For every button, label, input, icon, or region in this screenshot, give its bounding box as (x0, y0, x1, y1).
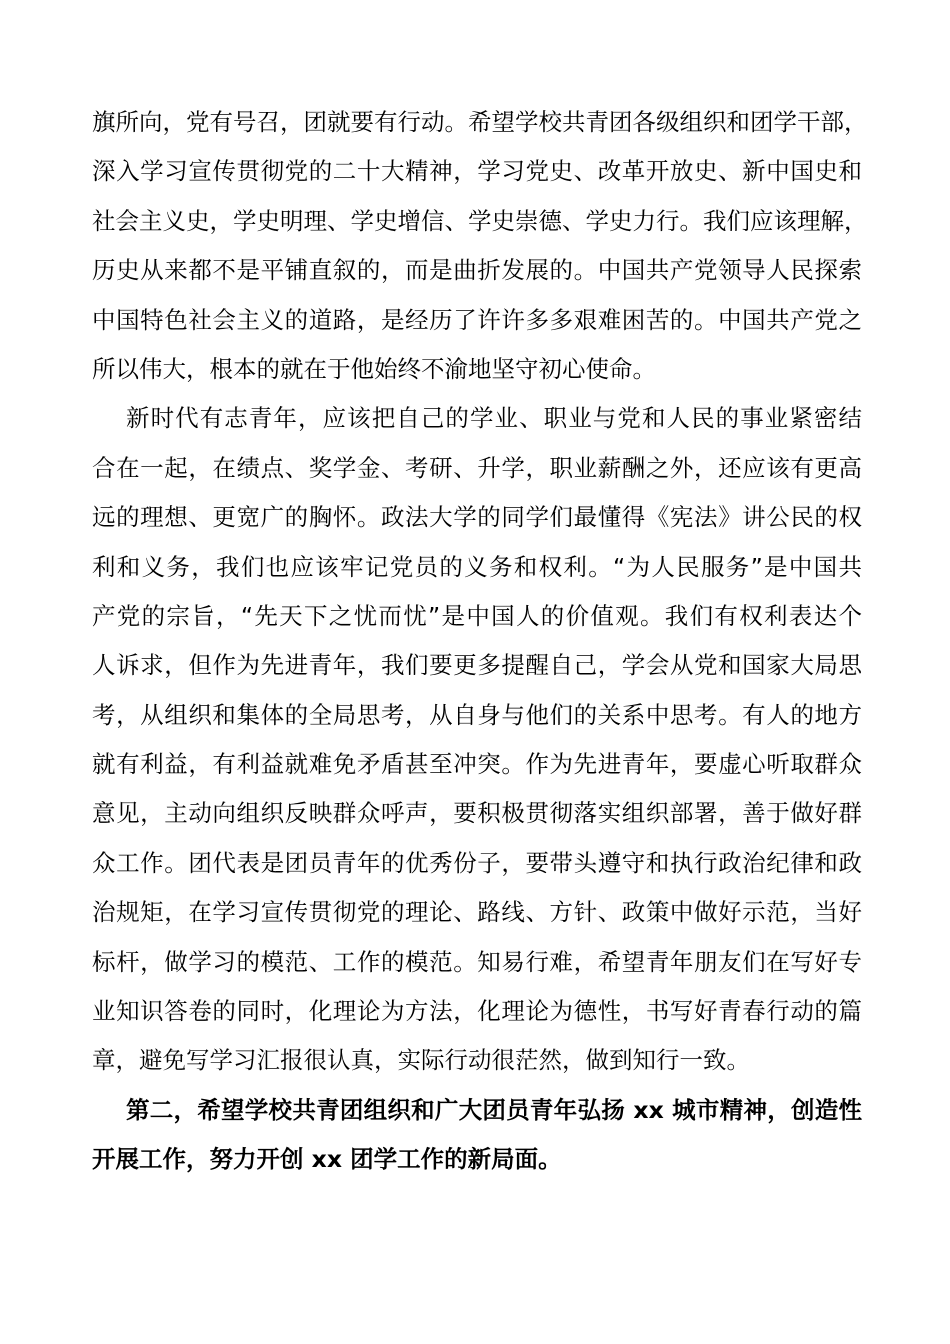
text-line: 章，避免写学习汇报很认真，实际行动很茫然，做到知行一致。 (92, 1046, 750, 1075)
text-line: 远的理想、更宽广的胸怀。政法大学的同学们最懂得《宪法》讲公民的权 (92, 503, 862, 532)
document-body (92, 98, 868, 1185)
text-line: 深入学习宣传贯彻党的二十大精神，学习党史、改革开放史、新中国史和 (92, 157, 862, 186)
text-line: 中国特色社会主义的道路，是经历了许许多多艰难困苦的。中国共产党之 (92, 305, 862, 334)
paragraph-1 (92, 98, 868, 394)
paragraph-3-heading (92, 1086, 862, 1185)
text-line: 开展工作，努力开创 xx 团学工作的新局面。 (92, 1145, 562, 1174)
text-line: 新时代有志青年，应该把自己的学业、职业与党和人民的事业紧密结 (126, 404, 862, 433)
text-line: 治规矩，在学习宣传贯彻党的理论、路线、方针、政策中做好示范，当好 (92, 898, 862, 927)
text-line: 业知识答卷的同时，化理论为方法，化理论为德性，书写好青春行动的篇 (92, 997, 862, 1026)
paragraph-2 (92, 394, 862, 1085)
text-line: 旗所向，党有号召，团就要有行动。希望学校共青团各级组织和团学干部， (92, 108, 868, 136)
text-line: 第二，希望学校共青团组织和广大团员青年弘扬 xx 城市精神，创造性 (126, 1095, 862, 1124)
text-line: 利和义务，我们也应该牢记党员的义务和权利。“为人民服务”是中国共 (92, 552, 862, 581)
text-line: 众工作。团代表是团员青年的优秀份子，要带头遵守和执行政治纪律和政 (92, 848, 862, 877)
text-line: 社会主义史，学史明理、学史增信、学史崇德、学史力行。我们应该理解， (92, 206, 868, 235)
text-line: 历史从来都不是平铺直叙的，而是曲折发展的。中国共产党领导人民探索 (92, 256, 862, 285)
text-line: 人诉求，但作为先进青年，我们要更多提醒自己，学会从党和国家大局思 (92, 651, 862, 680)
text-line: 就有利益，有利益就难免矛盾甚至冲突。作为先进青年，要虚心听取群众 (92, 750, 862, 779)
text-line: 合在一起，在绩点、奖学金、考研、升学，职业薪酬之外，还应该有更高 (92, 453, 862, 482)
text-line: 所以伟大，根本的就在于他始终不渝地坚守初心使命。 (92, 354, 656, 383)
text-line: 标杆，做学习的模范、工作的模范。知易行难，希望青年朋友们在写好专 (92, 947, 862, 976)
text-line: 产党的宗旨，“先天下之忧而忧”是中国人的价值观。我们有权利表达个 (92, 601, 862, 630)
text-line: 意见，主动向组织反映群众呼声，要积极贯彻落实组织部署，善于做好群 (92, 799, 862, 828)
text-line: 考，从组织和集体的全局思考，从自身与他们的关系中思考。有人的地方 (92, 700, 862, 729)
